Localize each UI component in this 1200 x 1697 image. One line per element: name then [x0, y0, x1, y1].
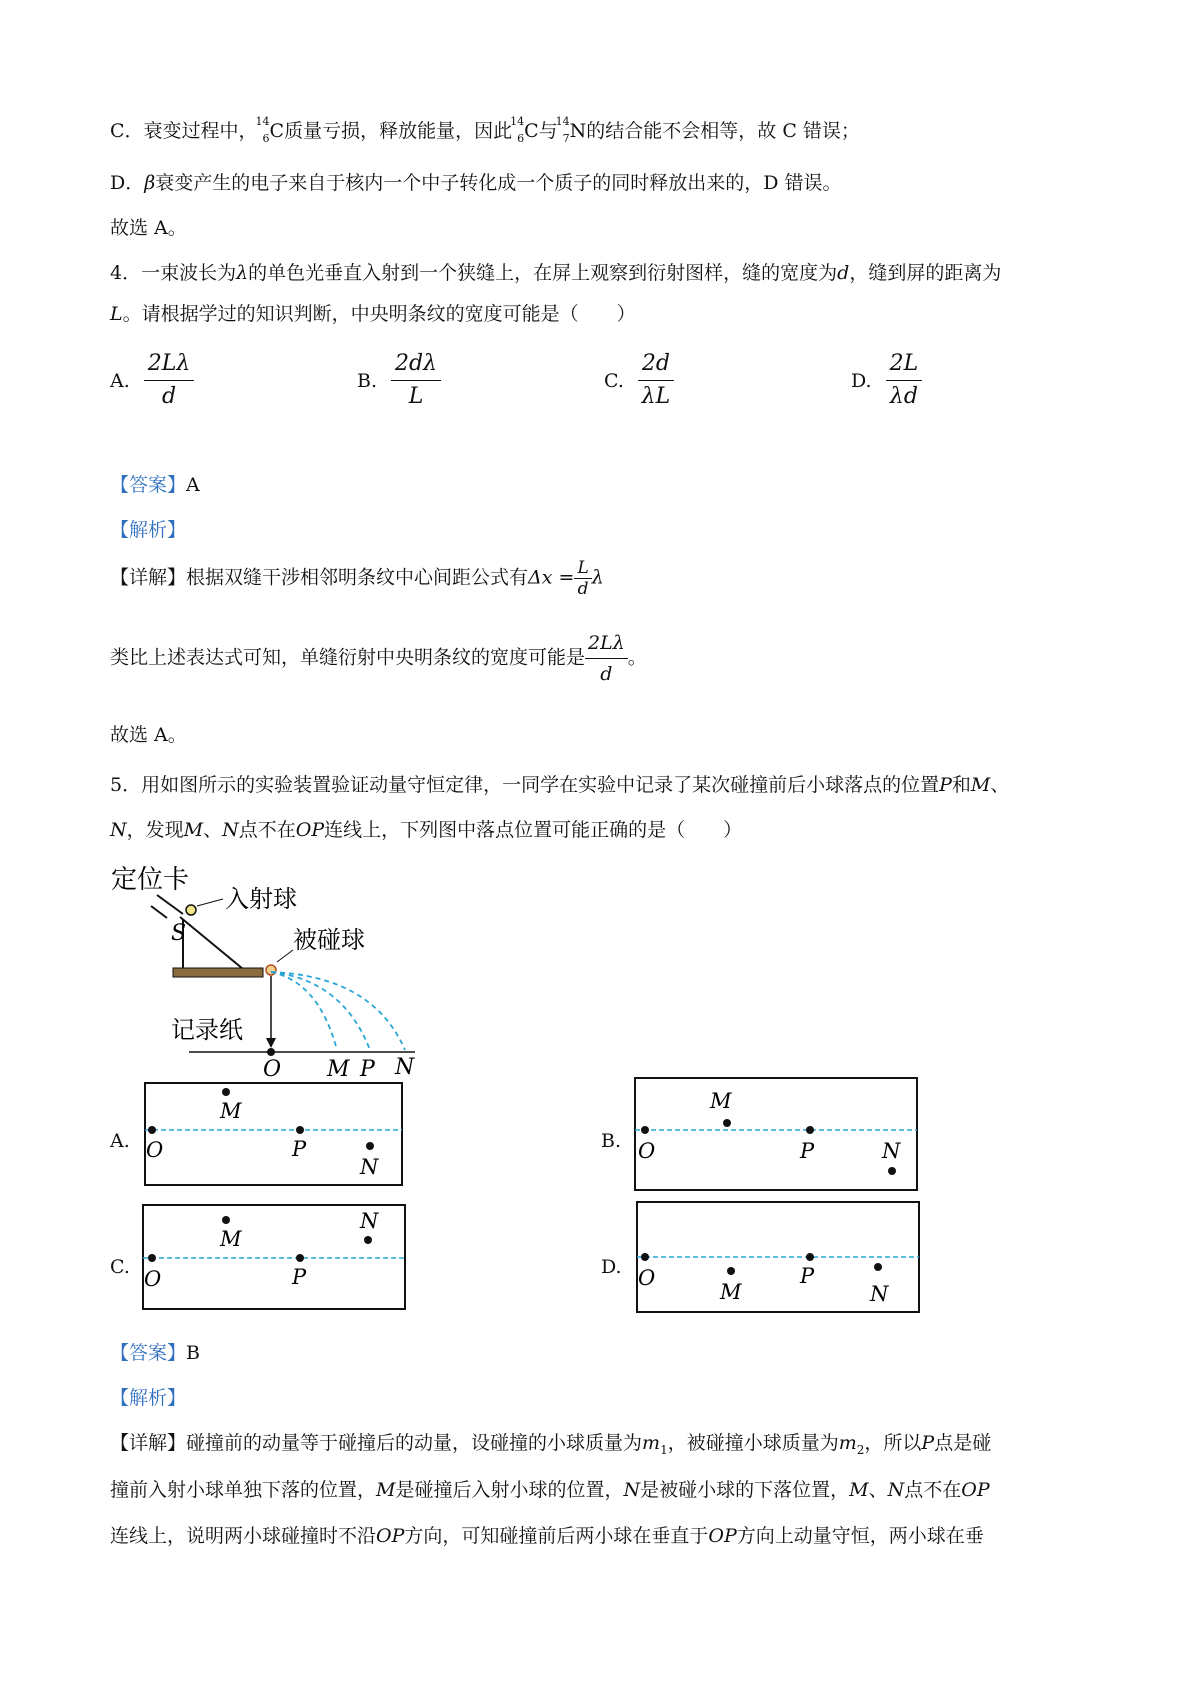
svg-text:O: O [146, 1138, 164, 1162]
q4-stem-line2: L。请根据学过的知识判断，中央明条纹的宽度可能是（ ） [110, 303, 636, 325]
svg-text:O: O [263, 1057, 282, 1082]
svg-text:N: N [870, 1282, 889, 1306]
svg-text:O: O [638, 1139, 656, 1163]
q5-option-b-diagram [630, 1073, 922, 1195]
q5-option-b-label: B. [601, 1130, 622, 1152]
element-symbol: C [269, 120, 285, 142]
q4-option-a: A. $\frac{2L\lambda}{d}$ [110, 348, 194, 413]
q5-detail-line3: 连线上，说明两小球碰撞时不沿OP方向，可知碰撞前后两小球在垂直于OP方向上动量守恒，两小球在垂 [110, 1525, 984, 1547]
svg-text:P: P [292, 1265, 307, 1289]
q5-option-d-diagram [632, 1197, 924, 1317]
label-target-ball: 被碰球 [293, 926, 365, 954]
isotope-c14: 14 6 [510, 115, 525, 145]
q5-detail-line2: 撞前入射小球单独下落的位置，M是碰撞后入射小球的位置，N是被碰小球的下落位置，M、N点不在OP [110, 1479, 990, 1501]
q3-option-c-line [110, 116, 860, 146]
svg-text:P: P [292, 1137, 307, 1161]
svg-text:M: M [220, 1099, 242, 1123]
svg-text:O: O [638, 1266, 656, 1290]
label-record-paper: 记录纸 [171, 1016, 243, 1044]
svg-text:N: N [395, 1055, 415, 1080]
label-incident-ball: 入射球 [225, 885, 297, 913]
svg-text:N: N [360, 1155, 379, 1179]
apparatus-figure [105, 862, 465, 1082]
svg-text:P: P [800, 1264, 815, 1288]
q4-option-b: B. $\frac{2d\lambda}{L}$ [357, 348, 441, 413]
svg-text:M: M [327, 1057, 350, 1082]
isotope-n14: 14 7 [555, 115, 570, 145]
q4-analysis-tag: 【解析】 [110, 519, 187, 541]
track-board [173, 968, 263, 977]
q4-answer [110, 470, 200, 500]
q5-detail-line1: 【详解】碰撞前的动量等于碰撞后的动量，设碰撞的小球质量为$m_1$，被碰撞小球质量为$m_2$，所以P点是碰 [110, 1432, 992, 1457]
q4-option-c: C. $\frac{2d}{\lambda L}$ [604, 348, 674, 413]
q5-answer [110, 1338, 200, 1368]
q5-stem-line1: 5．用如图所示的实验装置验证动量守恒定律，一同学在实验中记录了某次碰撞前后小球落点的位置P和M、 [110, 774, 1010, 796]
answer-tag: 【答案】 [110, 474, 187, 496]
svg-text:M: M [720, 1280, 742, 1304]
q5-option-a-diagram [140, 1078, 408, 1190]
incident-ball [186, 905, 196, 915]
q4-analogy: 类比上述表达式可知，单缝衍射中央明条纹的宽度可能是 $\frac{2L\lambda}{d}$ 。 [110, 628, 647, 689]
element-symbol: N [569, 120, 587, 142]
label-s: S [171, 921, 187, 946]
text: 的结合能不会相等，故 C 错误； [586, 120, 860, 142]
answer-tag: 【答案】 [110, 1342, 187, 1364]
trajectory-n [271, 972, 405, 1050]
svg-text:O: O [144, 1267, 162, 1291]
trajectory-p [271, 972, 370, 1050]
svg-text:P: P [360, 1057, 375, 1082]
q4-option-d: D. $\frac{2L}{\lambda d}$ [851, 348, 922, 413]
q3-option-d-line: D．β衰变产生的电子来自于核内一个中子转化成一个质子的同时释放出来的，D 错误。 [110, 172, 842, 194]
beta-symbol: β [144, 172, 156, 194]
svg-text:M: M [710, 1089, 732, 1113]
q5-option-d-label: D. [601, 1256, 622, 1278]
q5-analysis-tag: 【解析】 [110, 1387, 187, 1409]
q5-option-c-label: C. [110, 1256, 130, 1278]
q5-option-c-diagram [138, 1200, 410, 1314]
answer-value: B [186, 1342, 200, 1364]
trajectory-m [271, 972, 337, 1050]
svg-text:P: P [800, 1139, 815, 1163]
q5-option-a-label: A. [110, 1130, 130, 1152]
svg-text:M: M [220, 1227, 242, 1251]
text: 质量亏损，释放能量，因此 [284, 120, 513, 142]
svg-text:N: N [882, 1139, 901, 1163]
q4-conclusion: 故选 A。 [110, 724, 187, 746]
q4-stem-line1: 4．一束波长为λ的单色光垂直入射到一个狭缝上，在屏上观察到衍射图样，缝的宽度为d，缝到屏的距离为 [110, 262, 1002, 284]
q5-stem-line2: N，发现M、N点不在OP连线上，下列图中落点位置可能正确的是（ ） [110, 819, 743, 841]
q3-conclusion: 故选 A。 [110, 217, 187, 239]
text: 与 [538, 120, 558, 142]
answer-value: A [186, 474, 200, 496]
isotope-c14: 14 6 [255, 115, 270, 145]
svg-text:N: N [360, 1209, 379, 1233]
element-symbol: C [524, 120, 539, 142]
label-positioning-card: 定位卡 [111, 865, 190, 895]
text: C．衰变过程中， [110, 120, 258, 142]
q4-detail: 【详解】根据双缝干涉相邻明条纹中心间距公式有Δx = $\frac{L}{d}$ λ [110, 558, 604, 599]
